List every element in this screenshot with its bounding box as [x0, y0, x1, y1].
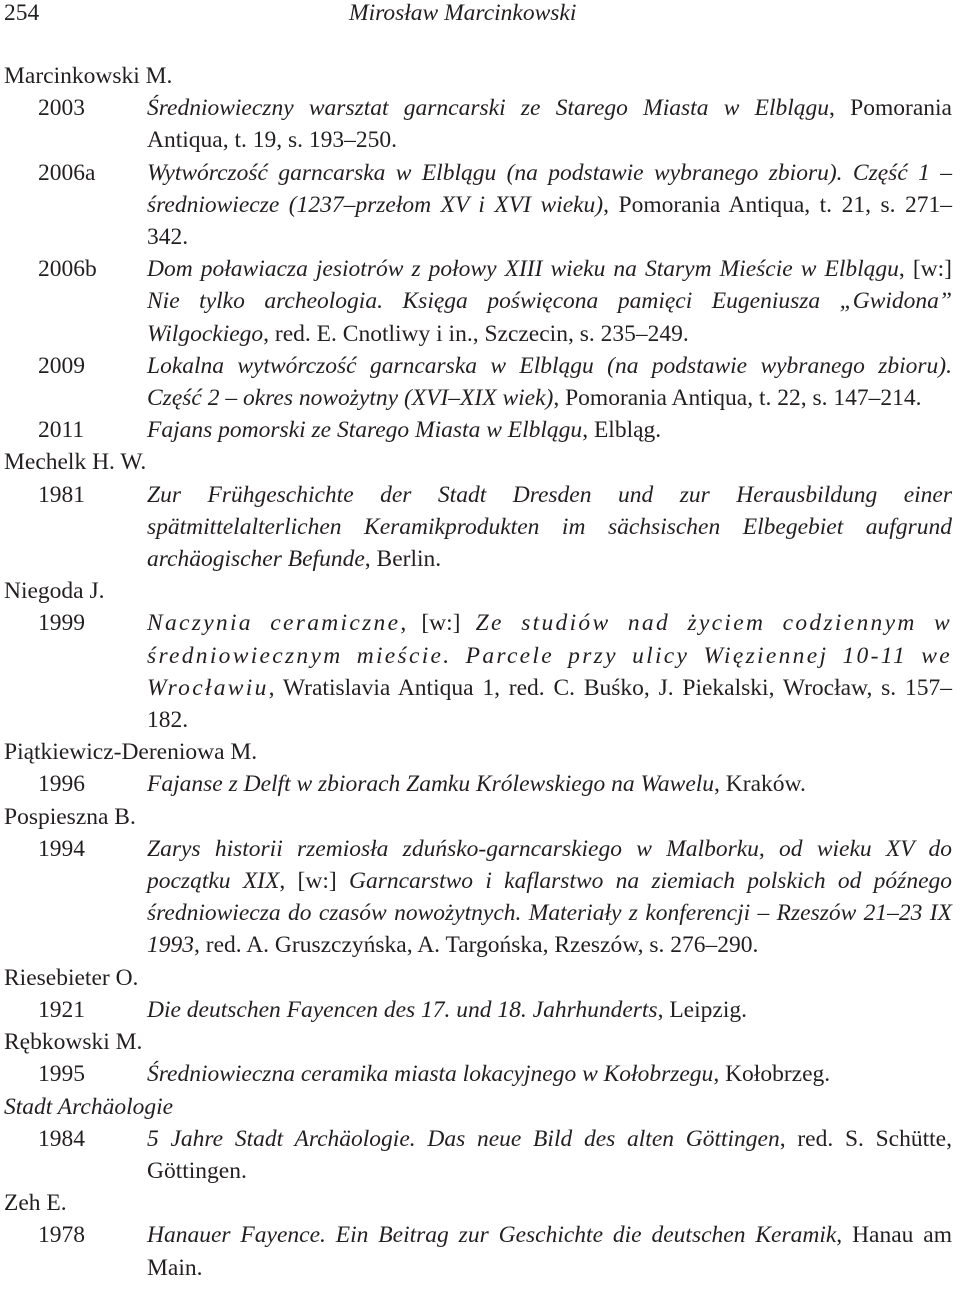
entry-year: 1996 — [38, 771, 85, 798]
entry-title: 5 Jahre Stadt Archäologie. Das neue Bild des alten Göttingen — [147, 1125, 780, 1152]
author-name: Marcinkowski M. — [4, 63, 173, 89]
entry-citation — [147, 768, 954, 800]
entry-title: Fajans pomorski ze Starego Miasta w Elblągu — [147, 417, 583, 444]
entry-title: Die deutschen Fayencen des 17. und 18. Jahrhunderts — [147, 996, 658, 1023]
entry-citation — [147, 1058, 954, 1090]
author-name: Niegoda J. — [4, 578, 105, 605]
entry-source-details: , red. A. Gruszczyńska, A. Targońska, Rzeszów, s. 276–290. — [194, 932, 759, 959]
entry-year: 1995 — [38, 1061, 85, 1088]
entry-details: , Kołobrzeg. — [713, 1061, 831, 1088]
bibliography-entry — [4, 833, 954, 962]
entry-title: Zarys historii rzemiosła zduńsko-garncarskiego w Malborku, od wieku XV do początku XIX — [147, 835, 952, 895]
page-header — [4, 0, 954, 27]
entry-source-title: Nie tylko archeologia. Księga poświęcona pamięci Eugeniusza „Gwidona” Wilgockiego — [147, 288, 952, 347]
entry-source-details: , Wratislavia Antiqua 1, red. C. Buśko, J. Piekalski, Wrocław, s. 157–182. — [147, 674, 952, 734]
entry-year: 1921 — [38, 996, 85, 1023]
bibliography-entry — [4, 157, 954, 254]
entry-citation — [147, 1123, 954, 1187]
bibliography-entry — [4, 1058, 954, 1090]
entry-details: , red. S. Schütte, Göttingen. — [147, 1125, 952, 1184]
running-head: Mirosław Marcinkowski — [349, 0, 577, 26]
author-name: Riesebieter O. — [4, 964, 139, 991]
entry-title: Fajanse z Delft w zbiorach Zamku Królewskiego na Wawelu — [147, 771, 715, 798]
entry-year: 1994 — [38, 835, 85, 862]
entry-citation — [147, 1219, 954, 1283]
entry-citation — [147, 92, 954, 156]
entry-citation — [147, 350, 954, 414]
entry-citation — [147, 479, 954, 576]
entry-details: , Berlin. — [364, 546, 442, 573]
entry-title: Dom poławiacza jesiotrów z połowy XIII wieku na Starym Mieście w Elblągu — [147, 256, 899, 283]
bibliography-entry — [4, 994, 954, 1026]
entry-details: , Leipzig. — [657, 996, 747, 1023]
entry-citation — [147, 833, 954, 962]
entry-title: Hanauer Fayence. Ein Beitrag zur Geschichte die deutschen Keramik — [147, 1222, 837, 1249]
entry-details: , Hanau am Main. — [147, 1222, 952, 1281]
entry-year: 2006a — [38, 159, 96, 186]
entry-citation — [147, 994, 954, 1026]
entry-year: 2009 — [38, 352, 85, 379]
entry-source-title: Garncarstwo i kaflarstwo na ziemiach polskich od późnego średniowiecza do czasów nowożytnych. Materiały z konferencji – Rzeszów 21–23 IX 1993 — [147, 868, 952, 959]
bibliography-entry — [4, 253, 954, 350]
entry-details: , [w:] — [400, 610, 476, 637]
entry-source-details: , red. E. Cnotliwy i in., Szczecin, s. 235–249. — [263, 320, 689, 347]
entry-year: 2011 — [38, 417, 85, 444]
bibliography-entry — [4, 479, 954, 576]
entry-details: , [w:] — [279, 868, 349, 895]
entry-year: 1999 — [38, 610, 85, 637]
author-name: Zeh E. — [4, 1190, 67, 1217]
entry-title: Naczynia ceramiczne — [147, 610, 401, 637]
entry-details: , Kraków. — [714, 771, 806, 798]
entry-year: 1981 — [38, 481, 85, 508]
bibliography-entry — [4, 1123, 954, 1187]
author-name: Piątkiewicz-Dereniowa M. — [4, 739, 258, 766]
author-name: Stadt Archäologie — [4, 1093, 174, 1120]
entry-details: , Pomorania Antiqua, t. 19, s. 193–250. — [147, 95, 952, 154]
bibliography-entry — [4, 1219, 954, 1283]
entry-title: Zur Frühgeschichte der Stadt Dresden und zur Herausbildung einer spätmittelalterlichen Keramikprodukten im sächsischen Elbegebiet aufgrund archäogischer Befunde — [147, 481, 952, 573]
bibliography-entry — [4, 350, 954, 414]
entry-citation — [147, 253, 954, 350]
entry-title: Średniowieczny warsztat garncarski ze Starego Miasta w Elblągu — [147, 95, 830, 122]
entry-details: , Pomorania Antiqua, t. 21, s. 271–342. — [147, 191, 952, 251]
entry-title: Wytwórczość garncarska w Elblągu (na podstawie wybranego zbioru). Część 1 – średniowiecze (1237–przełom XV i XVI wieku) — [147, 159, 952, 218]
entry-year: 2003 — [38, 95, 85, 122]
entry-year: 2006b — [38, 256, 97, 283]
bibliography-entry — [4, 768, 954, 800]
bibliography-list — [4, 60, 954, 1284]
entry-citation — [147, 607, 954, 736]
entry-details: , Pomorania Antiqua, t. 22, s. 147–214. — [553, 385, 922, 412]
entry-year: 1984 — [38, 1125, 85, 1152]
entry-title: Średniowieczna ceramika miasta lokacyjnego w Kołobrzegu — [147, 1061, 714, 1088]
entry-details: , Elbląg. — [582, 417, 662, 444]
entry-details: , [w:] — [898, 256, 953, 283]
author-name: Rębkowski M. — [4, 1029, 143, 1056]
author-name: Pospieszna B. — [4, 803, 136, 830]
bibliography-entry — [4, 92, 954, 156]
bibliography-entry — [4, 414, 954, 446]
entry-source-title: Ze studiów nad życiem codziennym w średniowiecznym mieście. Parcele przy ulicy Więziennej 10-11 we Wrocławiu — [147, 610, 953, 701]
page-number: 254 — [4, 0, 40, 26]
entry-citation — [147, 414, 954, 446]
entry-title: Lokalna wytwórczość garncarska w Elblągu (na podstawie wybranego zbioru). Część 2 – okres nowożytny (XVI–XIX wiek) — [147, 352, 952, 412]
author-name: Mechelk H. W. — [4, 449, 147, 476]
bibliography-entry — [4, 607, 954, 736]
entry-citation — [147, 157, 954, 254]
entry-year: 1978 — [38, 1222, 85, 1249]
